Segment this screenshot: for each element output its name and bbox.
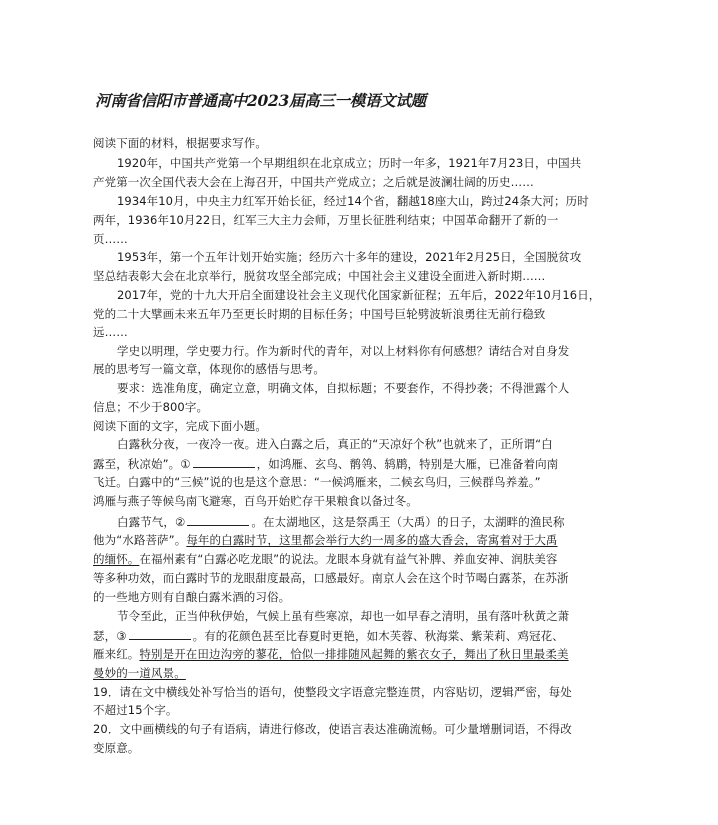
paragraph-line: 2017年，党的十九大开启全面建设社会主义现代化国家新征程；五年后，2022年10月16日， [117, 288, 601, 302]
paragraph-line: 的一些地方则有自酿白露米酒的习俗。 [93, 590, 291, 604]
paragraph-line: 展的思考写一篇文章，体现你的感悟与思考。 [93, 362, 325, 376]
answer-blank-3 [129, 628, 191, 640]
paragraph-line: 要求：选准角度，确定立意，明确文体，自拟标题；不要套作，不得抄袭；不得泄露个人 [117, 381, 570, 395]
paragraph-line: 产党第一次全国代表大会在上海召开，中国共产党成立；之后就是波澜壮阔的历史…… [93, 175, 534, 189]
paragraph-line: 两年，1936年10月22日，红军三大主力会师，万里长征胜利结束；中国革命翻开了新的一 [93, 213, 559, 227]
line-segment: 露至，秋凉始”。① [93, 457, 191, 471]
underlined-sentence: 曼妙的一道风景。 [93, 666, 186, 680]
question-19-line: 不超过15个字。 [93, 703, 178, 717]
paragraph-line [93, 552, 558, 566]
line-segment: 雁来红。 [93, 647, 140, 661]
question-20-line: 20．文中画横线的句子有语病，请进行修改，使语言表达准确流畅。可少量增删词语，不得改 [93, 722, 572, 736]
paragraph-line: 党的二十大擘画未来五年乃至更长时期的目标任务；中国号巨轮劈波斩浪勇往无前行稳致 [93, 307, 546, 321]
answer-blank-2 [187, 514, 249, 526]
paragraph-line: 鸿雁与燕子等候鸟南飞避寒，百鸟开始贮存干果粮食以备过冬。 [93, 494, 418, 508]
line-segment: 瑟，③ [93, 629, 127, 643]
paragraph-line: 白露秋分夜，一夜冷一夜。进入白露之后，真正的“天凉好个秋”也就来了，正所谓“白 [117, 437, 553, 451]
underlined-sentence: 的缅怀。 [93, 552, 140, 566]
paragraph-line: 节令至此，正当仲秋伊始，气候上虽有些寒凉，却也一如早春之清明，虽有落叶秋黄之萧 [117, 609, 570, 623]
paragraph-line: 1953年，第一个五年计划开始实施；经历六十多年的建设，2021年2月25日，全国脱贫攻 [117, 250, 582, 264]
paragraph-line: 飞迁。白露中的“三候”说的也是这个意思：“一候鸿雁来，二候玄鸟归，三候群鸟养羞。” [93, 475, 541, 489]
question-20-line: 变原意。 [93, 741, 140, 755]
line-segment: 他为“水路菩萨”。 [93, 533, 187, 547]
line-segment: 。在太湖地区，这是祭禹王（大禹）的日子，太湖畔的渔民称 [251, 515, 565, 529]
paragraph-line: 远…… [93, 325, 128, 339]
paragraph-line: 阅读下面的文字，完成下面小题。 [93, 419, 267, 433]
line-segment: 白露节气，② [117, 515, 186, 529]
paragraph-line: 信息；不少于800字。 [93, 400, 209, 414]
question-19-line: 19．请在文中横线处补写恰当的语句，使整段文字语意完整连贯，内容贴切，逻辑严密，每处 [93, 685, 572, 699]
paragraph-line [93, 456, 558, 471]
line-segment: ，如鸿雁、玄鸟、鹡鸰、鸫鹛，特别是大雁，已准备着向南 [256, 457, 559, 471]
paragraph-line: 阅读下面的材料，根据要求写作。 [93, 136, 267, 150]
paragraph-line [93, 533, 558, 547]
line-segment: 。有的花颜色甚至比春夏时更艳，如木芙蓉、秋海棠、紫茉莉、鸡冠花、 [192, 629, 564, 643]
paragraph-line: 等多种功效，而白露时节的龙眼甜度最高，口感最好。南京人会在这个时节喝白露茶，在苏浙 [93, 571, 569, 585]
answer-blank-1 [193, 456, 255, 468]
page-title: 河南省信阳市普通高中2023届高三一模语文试题 [95, 91, 426, 110]
paragraph-line [117, 514, 565, 529]
paragraph-line [93, 647, 569, 661]
paragraph-line [93, 628, 564, 643]
paragraph-line: 坚总结表彰大会在北京举行，脱贫攻坚全部完成；中国社会主义建设全面进入新时期…… [93, 269, 546, 283]
paragraph-line [93, 666, 186, 680]
underlined-sentence: 特别是开在田边沟旁的蓼花，恰似一排排随风起舞的紫衣女子，舞出了秋日里最柔美 [139, 647, 569, 661]
paragraph-line: 1934年10月，中央主力红军开始长征，经过14个省，翻越18座大山，跨过24条大河；历时 [117, 194, 589, 208]
paragraph-line: 学史以明理，学史要力行。作为新时代的青年，对以上材料你有何感想？请结合对自身发 [117, 344, 570, 358]
underlined-sentence: 每年的白露时节，这里都会举行大约一周多的盛大香会，寄寓着对于大禹 [186, 533, 558, 547]
line-segment: 在福州素有“白露必吃龙眼”的说法。龙眼本身就有益气补脾、养血安神、润肤美容 [139, 552, 558, 566]
paragraph-line: 页…… [93, 232, 128, 246]
paragraph-line: 1920年，中国共产党第一个早期组织在北京成立；历时一年多，1921年7月23日，中国共 [117, 156, 582, 170]
